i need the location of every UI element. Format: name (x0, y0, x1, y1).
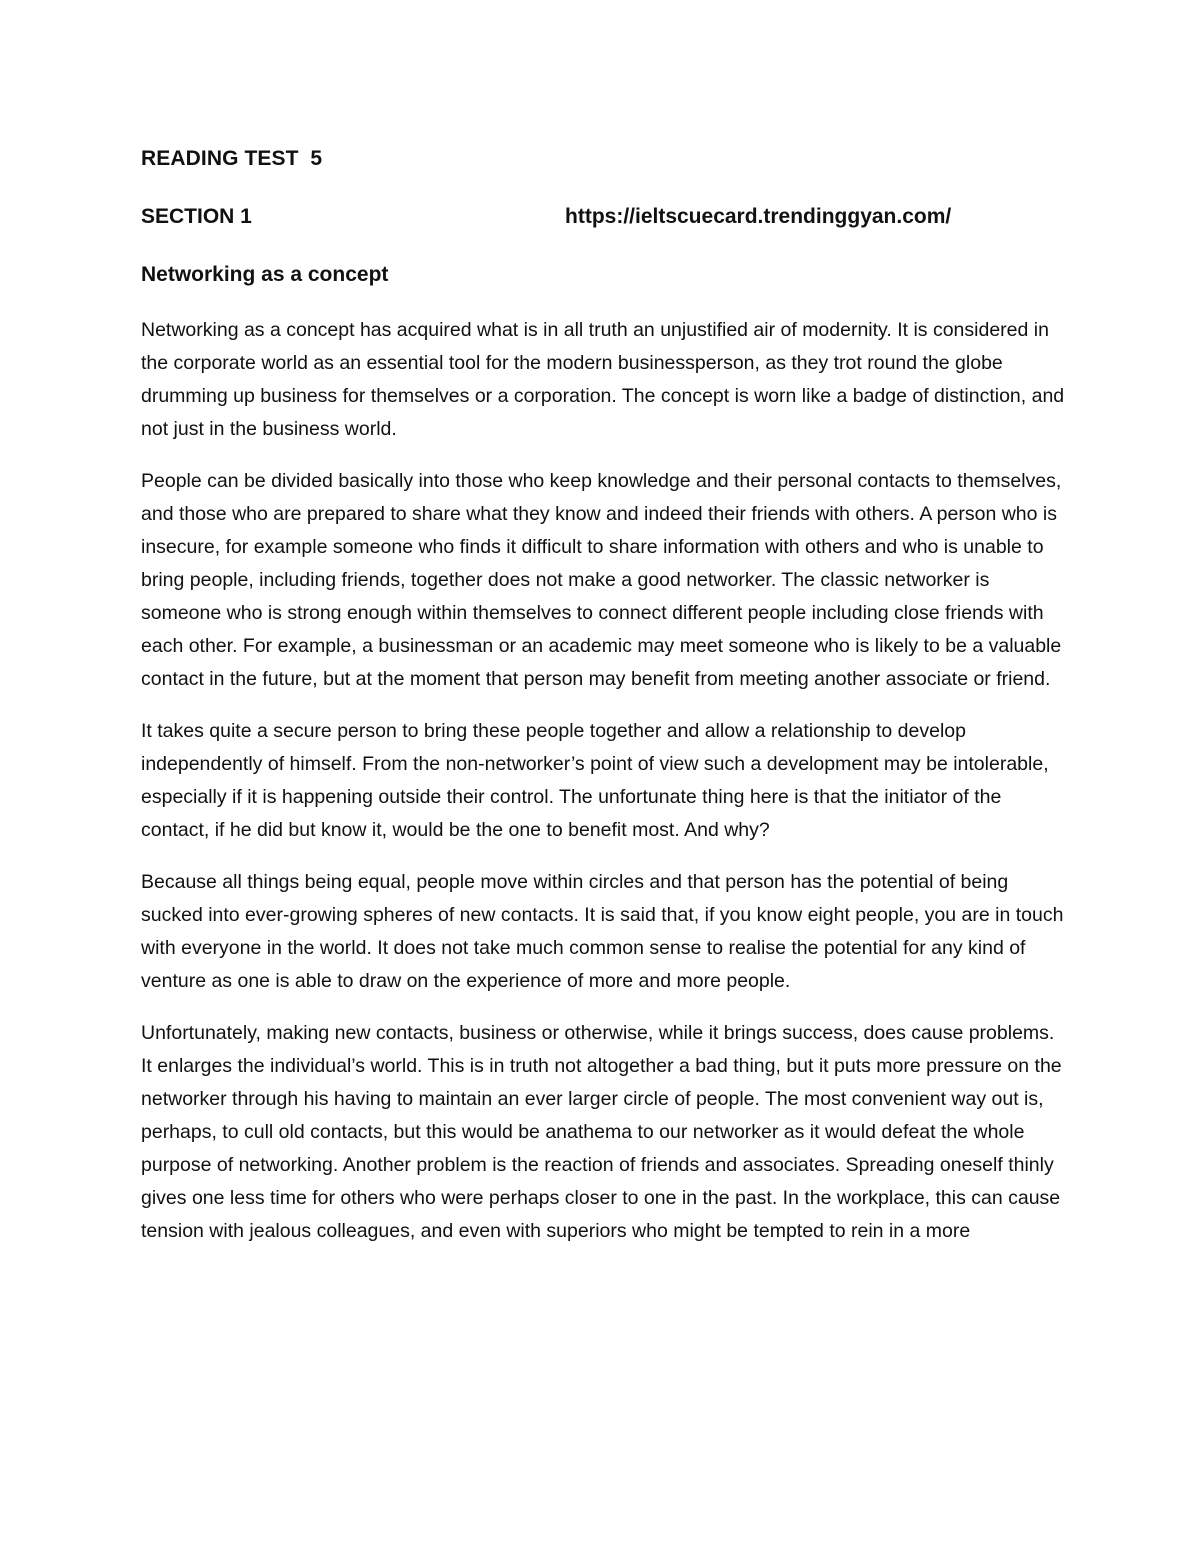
paragraph-1: Networking as a concept has acquired what is in all truth an unjustified air of modernity. It is considered in the corporate world as an essential tool for the modern businessperson, as they trot round the globe drumming up business for themselves or a corporation. The concept is worn like a badge of distinction, and not just in the business world. (141, 319, 1065, 440)
source-url: https://ieltscuecard.trendinggyan.com/ (565, 205, 952, 228)
paragraph-2: People can be divided basically into those who keep knowledge and their personal contacts to themselves, and those who are prepared to share what they know and indeed their friends with others. A person who is insecure, for example someone who finds it difficult to share information with others and who is unable to bring people, including friends, together does not make a good networker. The classic networker is someone who is strong enough within themselves to connect different people including close friends with each other. For example, a businessman or an academic may meet someone who is likely to be a valuable contact in the future, but at the moment that person may benefit from meeting another associate or friend. (141, 470, 1062, 690)
article-heading: Networking as a concept (141, 263, 389, 286)
paragraph-4: Because all things being equal, people move within circles and that person has the potential of being sucked into ever-growing spheres of new contacts. It is said that, if you know eight people, you are in touch with everyone in the world. It does not take much common sense to realise the potential for any kind of venture as one is able to draw on the experience of more and more people. (141, 871, 1064, 992)
paragraph-3: It takes quite a secure person to bring these people together and allow a relationship to develop independently of himself. From the non-networker’s point of view such a development may be intolerable, especially if it is happening outside their control. The unfortunate thing here is that the initiator of the contact, if he did but know it, would be the one to benefit most. And why? (141, 720, 1049, 841)
section-header-row (141, 205, 1061, 235)
test-title: READING TEST 5 (141, 147, 323, 170)
section-label: SECTION 1 (141, 205, 252, 228)
paragraph-5: Unfortunately, making new contacts, business or otherwise, while it brings success, does cause problems. It enlarges the individual’s world. This is in truth not altogether a bad thing, but it puts more pressure on the networker through his having to maintain an ever larger circle of people. The most convenient way out is, perhaps, to cull old contacts, but this would be anathema to our networker as it would defeat the whole purpose of networking. Another problem is the reaction of friends and associates. Spreading oneself thinly gives one less time for others who were perhaps closer to one in the past. In the workplace, this can cause tension with jealous colleagues, and even with superiors who might be tempted to rein in a more (141, 1022, 1062, 1242)
article-body (141, 314, 1066, 1248)
